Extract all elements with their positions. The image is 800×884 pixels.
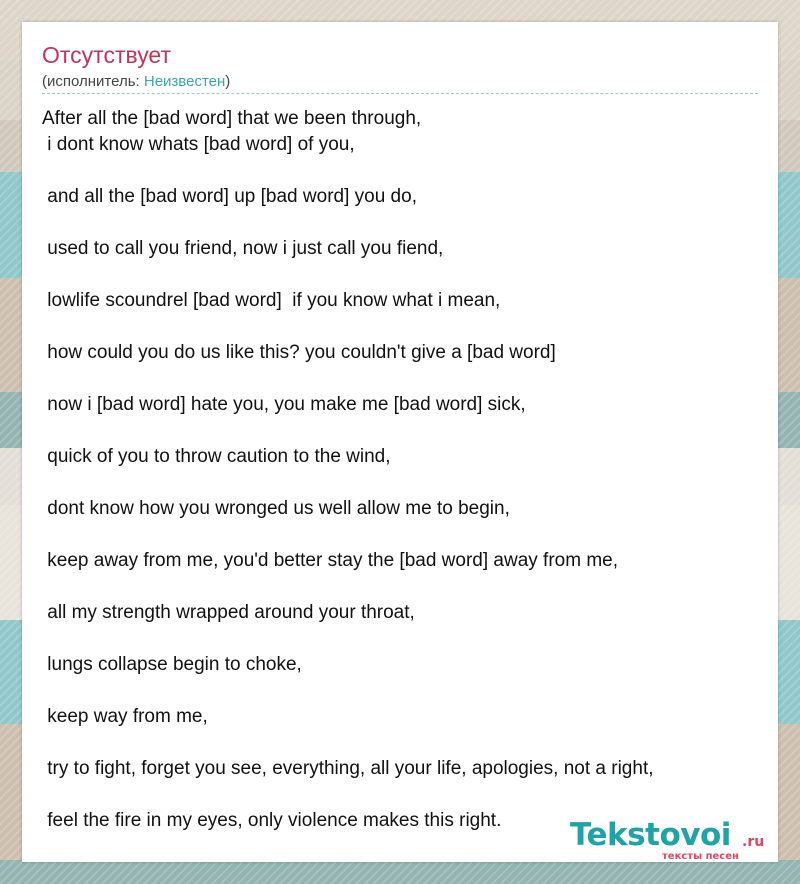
lyric-line <box>42 158 654 184</box>
lyric-line: keep away from me, you'd better stay the [bad word] away from me, <box>42 550 618 571</box>
lyric-line <box>42 574 654 600</box>
lyric-line <box>42 782 654 808</box>
lyric-line: quick of you to throw caution to the wind, <box>42 446 391 467</box>
lyric-line <box>42 210 654 236</box>
lyrics-text <box>42 106 654 834</box>
logo-domain: .ru <box>742 834 765 850</box>
logo-wordmark: Tekstovoi <box>570 817 731 853</box>
lyric-line: try to fight, forget you see, everything, all your life, apologies, not a right, <box>42 758 654 779</box>
artist-line <box>42 73 230 90</box>
artist-prefix: (исполнитель: <box>42 73 144 90</box>
song-title: Отсутствует <box>42 42 171 68</box>
logo-tagline: тексты песен <box>662 851 739 862</box>
divider <box>42 93 758 94</box>
lyric-line: keep way from me, <box>42 706 208 727</box>
site-logo[interactable] <box>570 818 776 864</box>
lyric-line <box>42 366 654 392</box>
lyric-line: and all the [bad word] up [bad word] you do, <box>42 186 417 207</box>
lyric-line <box>42 730 654 756</box>
lyric-line <box>42 418 654 444</box>
lyric-line: now i [bad word] hate you, you make me [bad word] sick, <box>42 394 526 415</box>
lyric-line: all my strength wrapped around your throat, <box>42 602 415 623</box>
lyric-line: i dont know whats [bad word] of you, <box>42 134 355 155</box>
lyric-line <box>42 522 654 548</box>
artist-suffix: ) <box>225 73 231 90</box>
lyric-line <box>42 678 654 704</box>
lyric-line: feel the fire in my eyes, only violence makes this right. <box>42 810 502 831</box>
lyric-line <box>42 262 654 288</box>
lyric-line: lowlife scoundrel [bad word] if you know what i mean, <box>42 290 501 311</box>
lyric-line: lungs collapse begin to choke, <box>42 654 302 675</box>
lyric-line: used to call you friend, now i just call you fiend, <box>42 238 444 259</box>
lyric-line <box>42 626 654 652</box>
lyrics-card <box>22 22 778 862</box>
lyric-line <box>42 470 654 496</box>
artist-link[interactable]: Неизвестен <box>143 73 226 90</box>
lyric-line <box>42 314 654 340</box>
lyric-line: dont know how you wronged us well allow me to begin, <box>42 498 510 519</box>
lyric-line: how could you do us like this? you couldn't give a [bad word] <box>42 342 556 363</box>
lyric-line: After all the [bad word] that we been through, <box>42 108 422 129</box>
